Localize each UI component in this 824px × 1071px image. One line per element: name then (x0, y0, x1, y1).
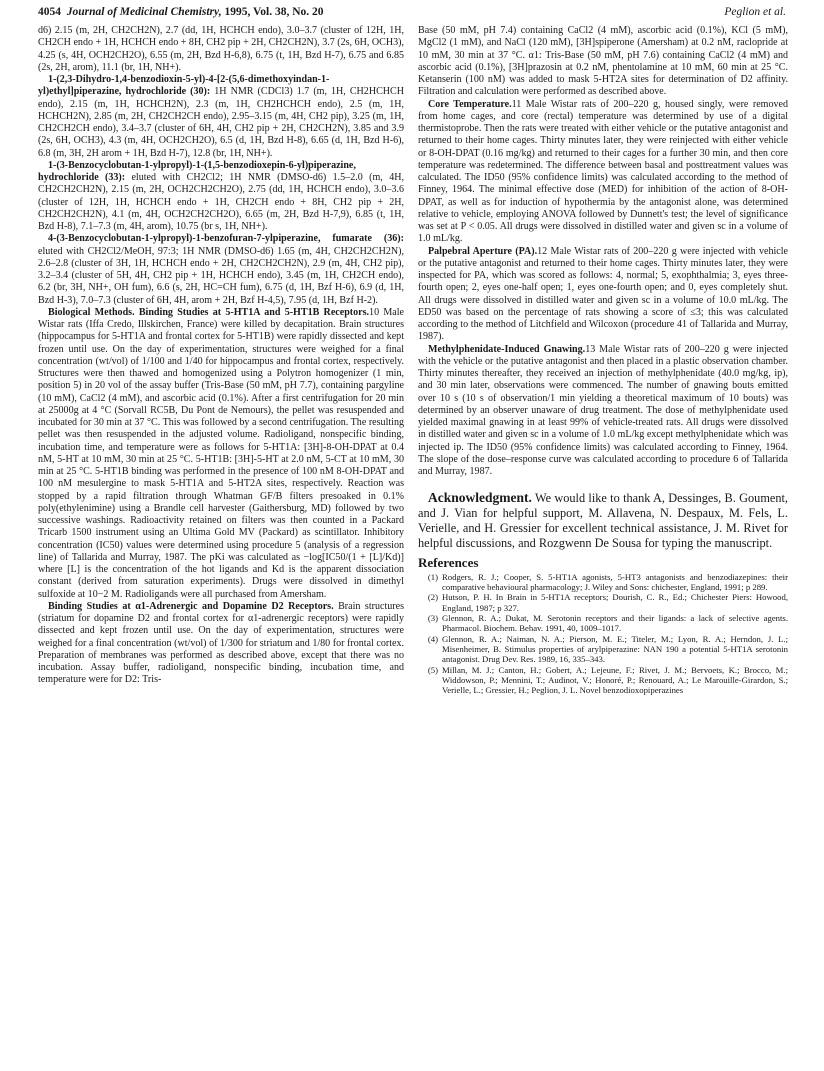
alpha-binding-body: Brain structures (striatum for dopamine D2 and frontal cortex for α1-adrenergic receptors) were rapidly dissected and kept frozen until use. On the day of experimentation, structures were weighed for a final concentration (wt/vol) of 1/300 for striatum and 1/80 for frontal cortex. Preparation of membranes was performed as described above, except that there was no incubation. Assay buffer, radioligand, nonspecific binding, incubation time, and temperature were for D2: Tris- (38, 600, 404, 686)
reference-text: Millan, M. J.; Canton, H.; Gobert, A.; Lejeune, F.; Rivet, J. M.; Bervoets, K.; Brocco, M.; Widdowson, P.; Mennini, T.; Audinot, V.; Honoré, P.; Renouard, A.; Le Marouille-Girardon, S.; Verielle, L.; Gressier, H.; Peglion, J. L. Novel benzodioxopiperazines (442, 664, 788, 696)
gnawing-body: 13 Male Wistar rats of 200–220 g were injected with the vehicle or the putative antagonist and then placed in a plastic observation chamber. Thirty minutes thereafter, they received an injection of methylphenidate (40.0 mg/kg, ip), and 30 min later, observations were commenced. The number of gnawing bouts emitted over 10 s (10 s of observation/1 min yielding a theoretical maximum of 10 bouts) was determined by an observer unaware of drug treatment. The dose of methylphenidate used yielded maximal gnawing in at least 99% of vehicle-treated rats. All drugs were dissolved in distilled water and given sc in a volume of 1.0 mL/kg except methylphenidate which was injected ip. The ID50 (95% confidence limits) was calculated according to Finney, 1964. The slope of the dose–response curve was calculated according to procedure 6 of Tallarida and Murray, 1987. (418, 343, 788, 477)
right-column (418, 25, 788, 696)
compound-33-title: 1-(3-Benzocyclobutan-1-ylpropyl)-1-(1,5-benzodioxepin-6-yl)piperazine, hydrochloride (33): (38, 159, 356, 183)
reference-text: Hutson, P. H. In Brain in 5-HT1A receptors; Dourish, C. R., Ed.; Chichester Piers: Howood, England, 1987; p 327. (442, 592, 788, 613)
header-left (38, 6, 324, 18)
journal-name: Journal of Medicinal Chemistry, (66, 6, 222, 18)
core-temperature-body: 11 Male Wistar rats of 200–220 g, housed singly, were removed from home cages, and core (rectal) temperature was determined by use of a digital thermistoprobe. Then the rats were treated with either vehicle or the putative antagonist and returned to their home cages. Thirty minutes later, they were reinjected with either vehicle or 8-OH-DPAT (0.16 mg/kg) and returned to their cages for a further 30 min, and then core temperature was redetermined. The difference between basal and posttreatment values was calculated. The ID50 (95% confidence limits) was calculated according to the method of Finney, 1964. The minimal effective dose (MED) for inhibition of the action of 8-OH-DPAT, as well as for induction of hypothermia by the antagonist alone, was determined relative to vehicle, employing ANOVA followed by Dunnett's test; the level of significance was set at P < 0.05. All drugs were dissolved in distilled water and given sc in a volume of 1.0 mL/kg. (418, 98, 789, 245)
gnawing-section (418, 344, 788, 479)
reference-item (418, 665, 788, 696)
page-header (38, 6, 786, 22)
compound-36-entry (38, 233, 404, 307)
left-column (38, 25, 404, 687)
compound-33-entry (38, 160, 404, 234)
compound-30-entry (38, 74, 404, 160)
reference-item (418, 634, 788, 665)
reference-number: (3) (427, 612, 438, 623)
reference-text: Glennon, R. A.; Dukat, M. Serotonin receptors and their ligands: a lack of selective agents. Pharmacol. Biochem. Behav. 1991, 40, 1009–1017. (442, 612, 788, 634)
binding-continuation: Base (50 mM, pH 7.4) containing CaCl2 (4 mM), ascorbic acid (0.1%), KCl (5 mM), MgCl2 (1 mM), and NaCl (120 mM), [3H]spiperone (Amersham) at 0.2 nM, raclopride at 10 mM, 30 min at 37 °C. α1: Tris-Base (50 mM, pH 7.6) containing CaCl2 (4 mM) and ascorbic acid (0.1%), [3H]prazosin at 0.2 nM, phentolamine at 10 mM, 60 min at 25 °C. Ketanserin (100 nM) was added to mask 5-HT2A sites for determination of D2 affinity. Filtration and calculation were performed as described above. (418, 25, 788, 98)
header-authors: Peglion et al. (724, 6, 786, 18)
reference-number: (4) (427, 633, 438, 644)
gnawing-heading: Methylphenidate-Induced Gnawing. (428, 343, 586, 355)
core-temperature-heading: Core Temperature. (428, 98, 512, 110)
compound-30-title: 1-(2,3-Dihydro-1,4-benzodioxin-5-yl)-4-[2-(5,6-dimethoxyindan-1-yl)ethyl]piperazine, hydrochloride (30): (38, 74, 330, 98)
compound-30-body: 1H NMR (CDCl3) 1.7 (m, 1H, CH2HCHCH endo), 2.15 (m, 1H, HCHCH2N), 2.3 (m, 1H, CH2HCHCH endo), 2.5 (m, 1H, HCHCH2N), 2.85 (m, 2H, CH2CH2CH endo), 2.95–3.15 (m, 4H, CH2 pip), 3.25 (m, 1H, CH2CH2CH endo), 3.4–3.7 (cluster of 6H, 4H, CH2 pip + 2H, CH2CH2N), 3.85 and 3.9 (2s, 6H, OCH3), 4.3 (m, 4H, OCH2CH2O), 6.5 (d, 1H, Bzd H-8), 6.65 (d, 1H, Bzd H-6), 6.8 (m, 3H, 2H arom + 1H, Bzd H-7), 12.8 (br, 1H, NH+). (38, 86, 404, 159)
biological-methods-section (38, 307, 404, 601)
core-temperature-section (418, 99, 788, 246)
compound-36-title: 4-(3-Benzocyclobutan-1-ylpropyl)-1-benzofuran-7-ylpiperazine, fumarate (36): (48, 233, 404, 245)
compound-36-body: eluted with CH2Cl2/MeOH, 97:3; 1H NMR (DMSO-d6) 1.65 (m, 4H, CH2CH2CH2N), 2.6–2.8 (cluster of 3H, 1H, HCHCH endo + 2H, CH2CH2CH2N), 2.9 (m, 4H, CH2 pip), 3.2–3.4 (cluster of 5H, 4H, CH2 pip + 1H, HCHCH endo), 3.45 (m, 1H, CH2CH endo), 6.2 (br, 3H, NH+, OH fum), 6.6 (s, 2H, HC=CH fum), 6.75 (d, 1H, Bzf H-6), 6.9 (d, 1H, Bzd H-3), 7.0–7.3 (cluster of 6H, 4H, arom + 2H, Bzf H-4,5), 7.95 (d, 1H, Bzf H-2). (38, 245, 404, 306)
alpha-binding-heading: Binding Studies at α1-Adrenergic and Dopamine D2 Receptors. (48, 600, 334, 612)
reference-number: (1) (427, 571, 438, 582)
alpha-binding-section (38, 601, 404, 687)
acknowledgment (418, 490, 788, 551)
nmr-continuation: d6) 2.15 (m, 2H, CH2CH2N), 2.7 (dd, 1H, HCHCH endo), 3.0–3.7 (cluster of 12H, 1H, CH2CH endo + 1H, HCHCH endo + 8H, CH2 pip + 2H, CH2CH2N), 3.7 (2s, 6H, OCH3), 4.25 (s, 4H, OCH2CH2O), 6.55 (m, 2H, Bzd H-6,8), 6.75 (t, 1H, Bzd H-7), 6.75 and 6.85 (2s, 2H, arom), 11.1 (br, 1H, NH+). (38, 25, 404, 73)
reference-number: (2) (427, 592, 438, 603)
page-number: 4054 (38, 6, 61, 18)
acknowledgment-heading: Acknowledgment. (428, 490, 532, 506)
volume-info: 1995, Vol. 38, No. 20 (224, 6, 324, 18)
reference-item (418, 613, 788, 634)
reference-text: Rodgers, R. J.; Cooper, S. 5-HT1A agonists, 5-HT3 antagonists and benzodiazepines: their comparative behavioural pharmacology; J. Wiley and Sons: chichester, England, 1991; p 289. (442, 571, 788, 592)
reference-text: Glennon, R. A.; Naiman, N. A.; Pierson, M. E.; Titeler, M.; Lyon, R. A.; Herndon, J. L.; Misenheimer, B. Stimulus properties of arylpiperazine: NAN 190 a potential 5-HT1A serotonin antagonist. Drug Dev. Res. 1989, 16, 335–343. (442, 633, 788, 665)
references-heading: References (418, 555, 479, 571)
reference-item (418, 572, 788, 593)
palpebral-aperture-heading: Palpebral Aperture (PA). (428, 245, 538, 257)
palpebral-aperture-section (418, 246, 788, 344)
compound-33-body: eluted with CH2Cl2; 1H NMR (DMSO-d6) 1.5–2.0 (m, 4H, CH2CH2CH2N), 2.15 (m, 2H, OCH2CH2CH2O), 2.75 (dd, 1H, HCHCH endo), 3.0–3.6 (cluster of 12H, 1H, HCHCH endo + 1H, CH2CH endo + 8H, CH2 pip + 2H, CH2CH2CH2N), 4.1 (m, 4H, OCH2CH2CH2O), 6.65 (m, 2H, Bzd H-7,9), 6.85 (t, 1H, Bzd H-8), 7.1–7.3 (m, 4H, arom), 10.75 (br s, 1H, NH+). (38, 172, 404, 232)
acknowledgment-body: We would like to thank A, Dessinges, B. Goument, and J. Vian for helpful support, M. Allavena, N. Despaux, M. Fels, L. Verielle, and H. Gressier for excellent technical assistance, J. M. Rivet for helpful discussions, and Rozgwenn De Sousa for typing the manuscript. (418, 491, 788, 551)
references-list (418, 572, 788, 696)
biological-methods-body: 10 Male Wistar rats (Iffa Credo, Illskirchen, France) were killed by decapitation. Brain structures (hippocampus for 5-HT1A and frontal cortex for 5-HT1B) were rapidly dissected and kept frozen until use. On the day of experimentation, structures were weighed for a final concentration (wt/vol) of 1/100 and 1/40 for hippocampus and frontal cortex, respectively. Structures were then thawed and homogenized using a Polytron homogenizer (1 min, position 5) in 20 vol of the assay buffer (Tris-Base (50 mM, pH 7.7), containing pargyline (10 mM), CaCl2 (4 mM), and ascorbic acid (0.1%). After a first centrifugation for 20 min at 25000g at 4 °C (Sorvall RC5B, Du Pont de Nemours), the pellet was resuspended and incubated for 30 min at 37 °C. This was followed by a second centrifugation. The resulting pellet was then resuspended in the adjusted volume. Radioligand, nonspecific binding, incubation time, and temperature were as follows for 5-HT1A: [3H]-8-OH-DPAT at 0.4 nM, 5-HT at 10 mM, 30 min at 25 °C. 5-HT1B: [3H]-5-HT at 2.0 nM, 5-CT at 10 mM, 30 min at 25 °C. 5-HT1B binding was performed in the presence of 100 nM 8-OH-DPAT and 100 nM mesulergine to mask 5-HT1A and 5-HT2A sites, respectively. Reaction was stopped by a rapid filtration through Whatman GF/B filters presoaked in 0.1% poly(ethylenimine) using a Brandle cell harvester (Gaithersburg, MD) followed by two successive washings. Radioactivity retained on filters was then counted in a Packard Tricarb 1500 instrument using an Ultima Gold MV (Packard) as scintillator. Inhibitory concentration (IC50) values were determined using procedure 5 (analysis of a regression line) of Tallarida and Murray, 1987. The pKi was calculated as −log[IC50/(1 + [L]/Kd)] where [L] is the concentration of the hot ligands and Kd is the apparent dissociation constant (derived from saturation experiments). Drugs were dissolved in dimethyl sulfoxide at 10−2 M. Radioligands were all purchased from Amersham. (38, 306, 405, 600)
biological-methods-heading: Biological Methods. Binding Studies at 5-HT1A and 5-HT1B Receptors. (48, 306, 370, 318)
reference-item (418, 592, 788, 613)
reference-number: (5) (427, 664, 438, 675)
palpebral-aperture-body: 12 Male Wistar rats of 200–220 g were injected with vehicle or the putative antagonist and returned to their home cages. Thirty minutes later, they were inspected for PA, which was scored as follows: 4, normal; 5, exophthalmia; 3, eyes three-fourth open; 2, eyes one-half open; 1, eyes one-fourth open; and 0, eyes completely shut. All drugs were dissolved in distilled water and given sc in a volume of 10.0 mL/kg. The ED50 was based on the percentage of rats showing a score of ≤3; this was calculated according to the method of Litchfield and Wilcoxon (procedure 41 of Tallarida and Murray, 1987). (418, 245, 788, 343)
